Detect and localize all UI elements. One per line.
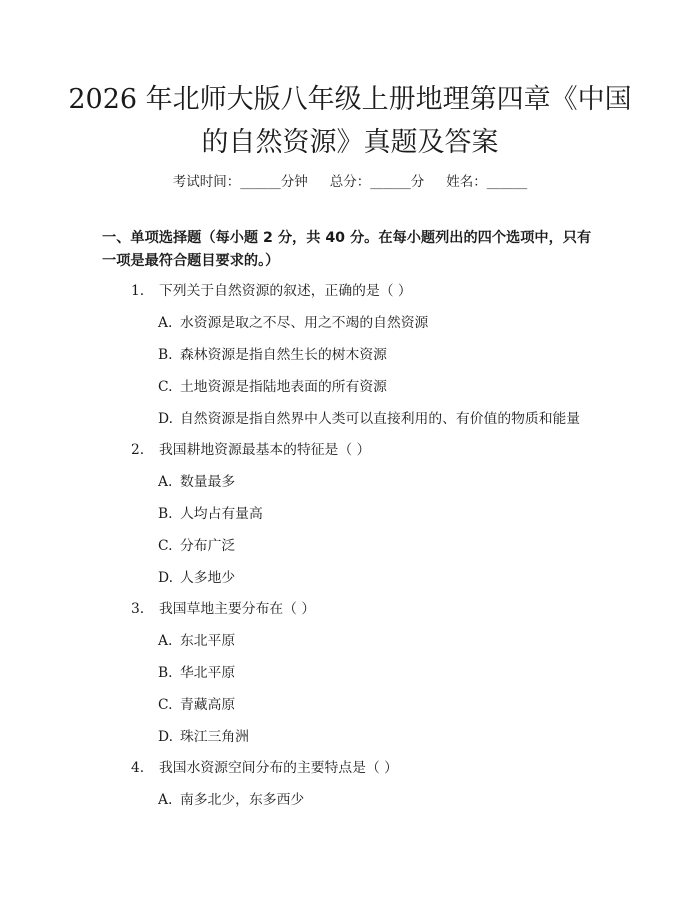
option-letter: C.	[158, 697, 173, 713]
option-text: 分布广泛	[180, 538, 236, 554]
q3-option-b	[158, 664, 235, 682]
question-text: 我国耕地资源最基本的特征是（ ）	[159, 442, 371, 458]
option-letter: D.	[158, 411, 173, 427]
q4-option-a	[158, 791, 304, 809]
q1-option-a	[158, 314, 428, 332]
exam-meta-line	[0, 170, 700, 190]
option-letter: A.	[158, 792, 173, 808]
option-text: 青藏高原	[180, 697, 236, 713]
document-title: 2026 年北师大版八年级上册地理第四章《中国的自然资源》真题及答案	[68, 84, 632, 158]
option-letter: C.	[158, 379, 173, 395]
q2-option-d	[158, 569, 235, 587]
option-letter: B.	[158, 506, 173, 522]
question-number: 3.	[131, 601, 145, 617]
total-score-field: 总分：______分	[329, 174, 425, 190]
question-number: 1.	[131, 283, 145, 299]
question-number: 2.	[131, 442, 145, 458]
exam-time-field: 考试时间：______分钟	[172, 174, 308, 190]
q3-option-c	[158, 696, 235, 714]
question-text: 我国草地主要分布在（ ）	[159, 601, 316, 617]
q3-option-a	[158, 632, 235, 650]
option-text: 人均占有量高	[180, 506, 263, 522]
question-1	[131, 282, 412, 300]
option-letter: A.	[158, 633, 173, 649]
question-number: 4.	[131, 760, 145, 776]
q1-option-c	[158, 378, 387, 396]
option-text: 华北平原	[180, 665, 236, 681]
option-letter: B.	[158, 347, 173, 363]
q1-option-d	[158, 410, 580, 428]
name-field: 姓名：______	[446, 174, 528, 190]
q1-option-b	[158, 346, 387, 364]
question-text: 下列关于自然资源的叙述，正确的是（ ）	[159, 283, 412, 299]
q2-option-c	[158, 537, 235, 555]
option-letter: D.	[158, 729, 173, 745]
question-3	[131, 600, 315, 618]
question-2	[131, 441, 370, 459]
question-text: 我国水资源空间分布的主要特点是（ ）	[159, 760, 398, 776]
option-text: 数量最多	[180, 474, 236, 490]
option-letter: A.	[158, 474, 173, 490]
option-text: 南多北少，东多西少	[180, 792, 305, 808]
question-4	[131, 759, 398, 777]
option-letter: C.	[158, 538, 173, 554]
q2-option-b	[158, 505, 263, 523]
option-text: 珠江三角洲	[180, 729, 249, 745]
option-letter: A.	[158, 315, 173, 331]
option-letter: D.	[158, 570, 173, 586]
section-heading: 一、单项选择题（每小题 2 分，共 40 分。在每小题列出的四个选项中，只有一项是最符合题目要求的。）	[102, 230, 592, 269]
option-text: 东北平原	[180, 633, 236, 649]
option-text: 森林资源是指自然生长的树木资源	[180, 347, 387, 363]
q3-option-d	[158, 728, 249, 746]
option-text: 自然资源是指自然界中人类可以直接利用的、有价值的物质和能量	[180, 411, 581, 427]
option-letter: B.	[158, 665, 173, 681]
option-text: 人多地少	[180, 570, 236, 586]
option-text: 水资源是取之不尽、用之不竭的自然资源	[180, 315, 429, 331]
option-text: 土地资源是指陆地表面的所有资源	[180, 379, 387, 395]
q2-option-a	[158, 473, 235, 491]
